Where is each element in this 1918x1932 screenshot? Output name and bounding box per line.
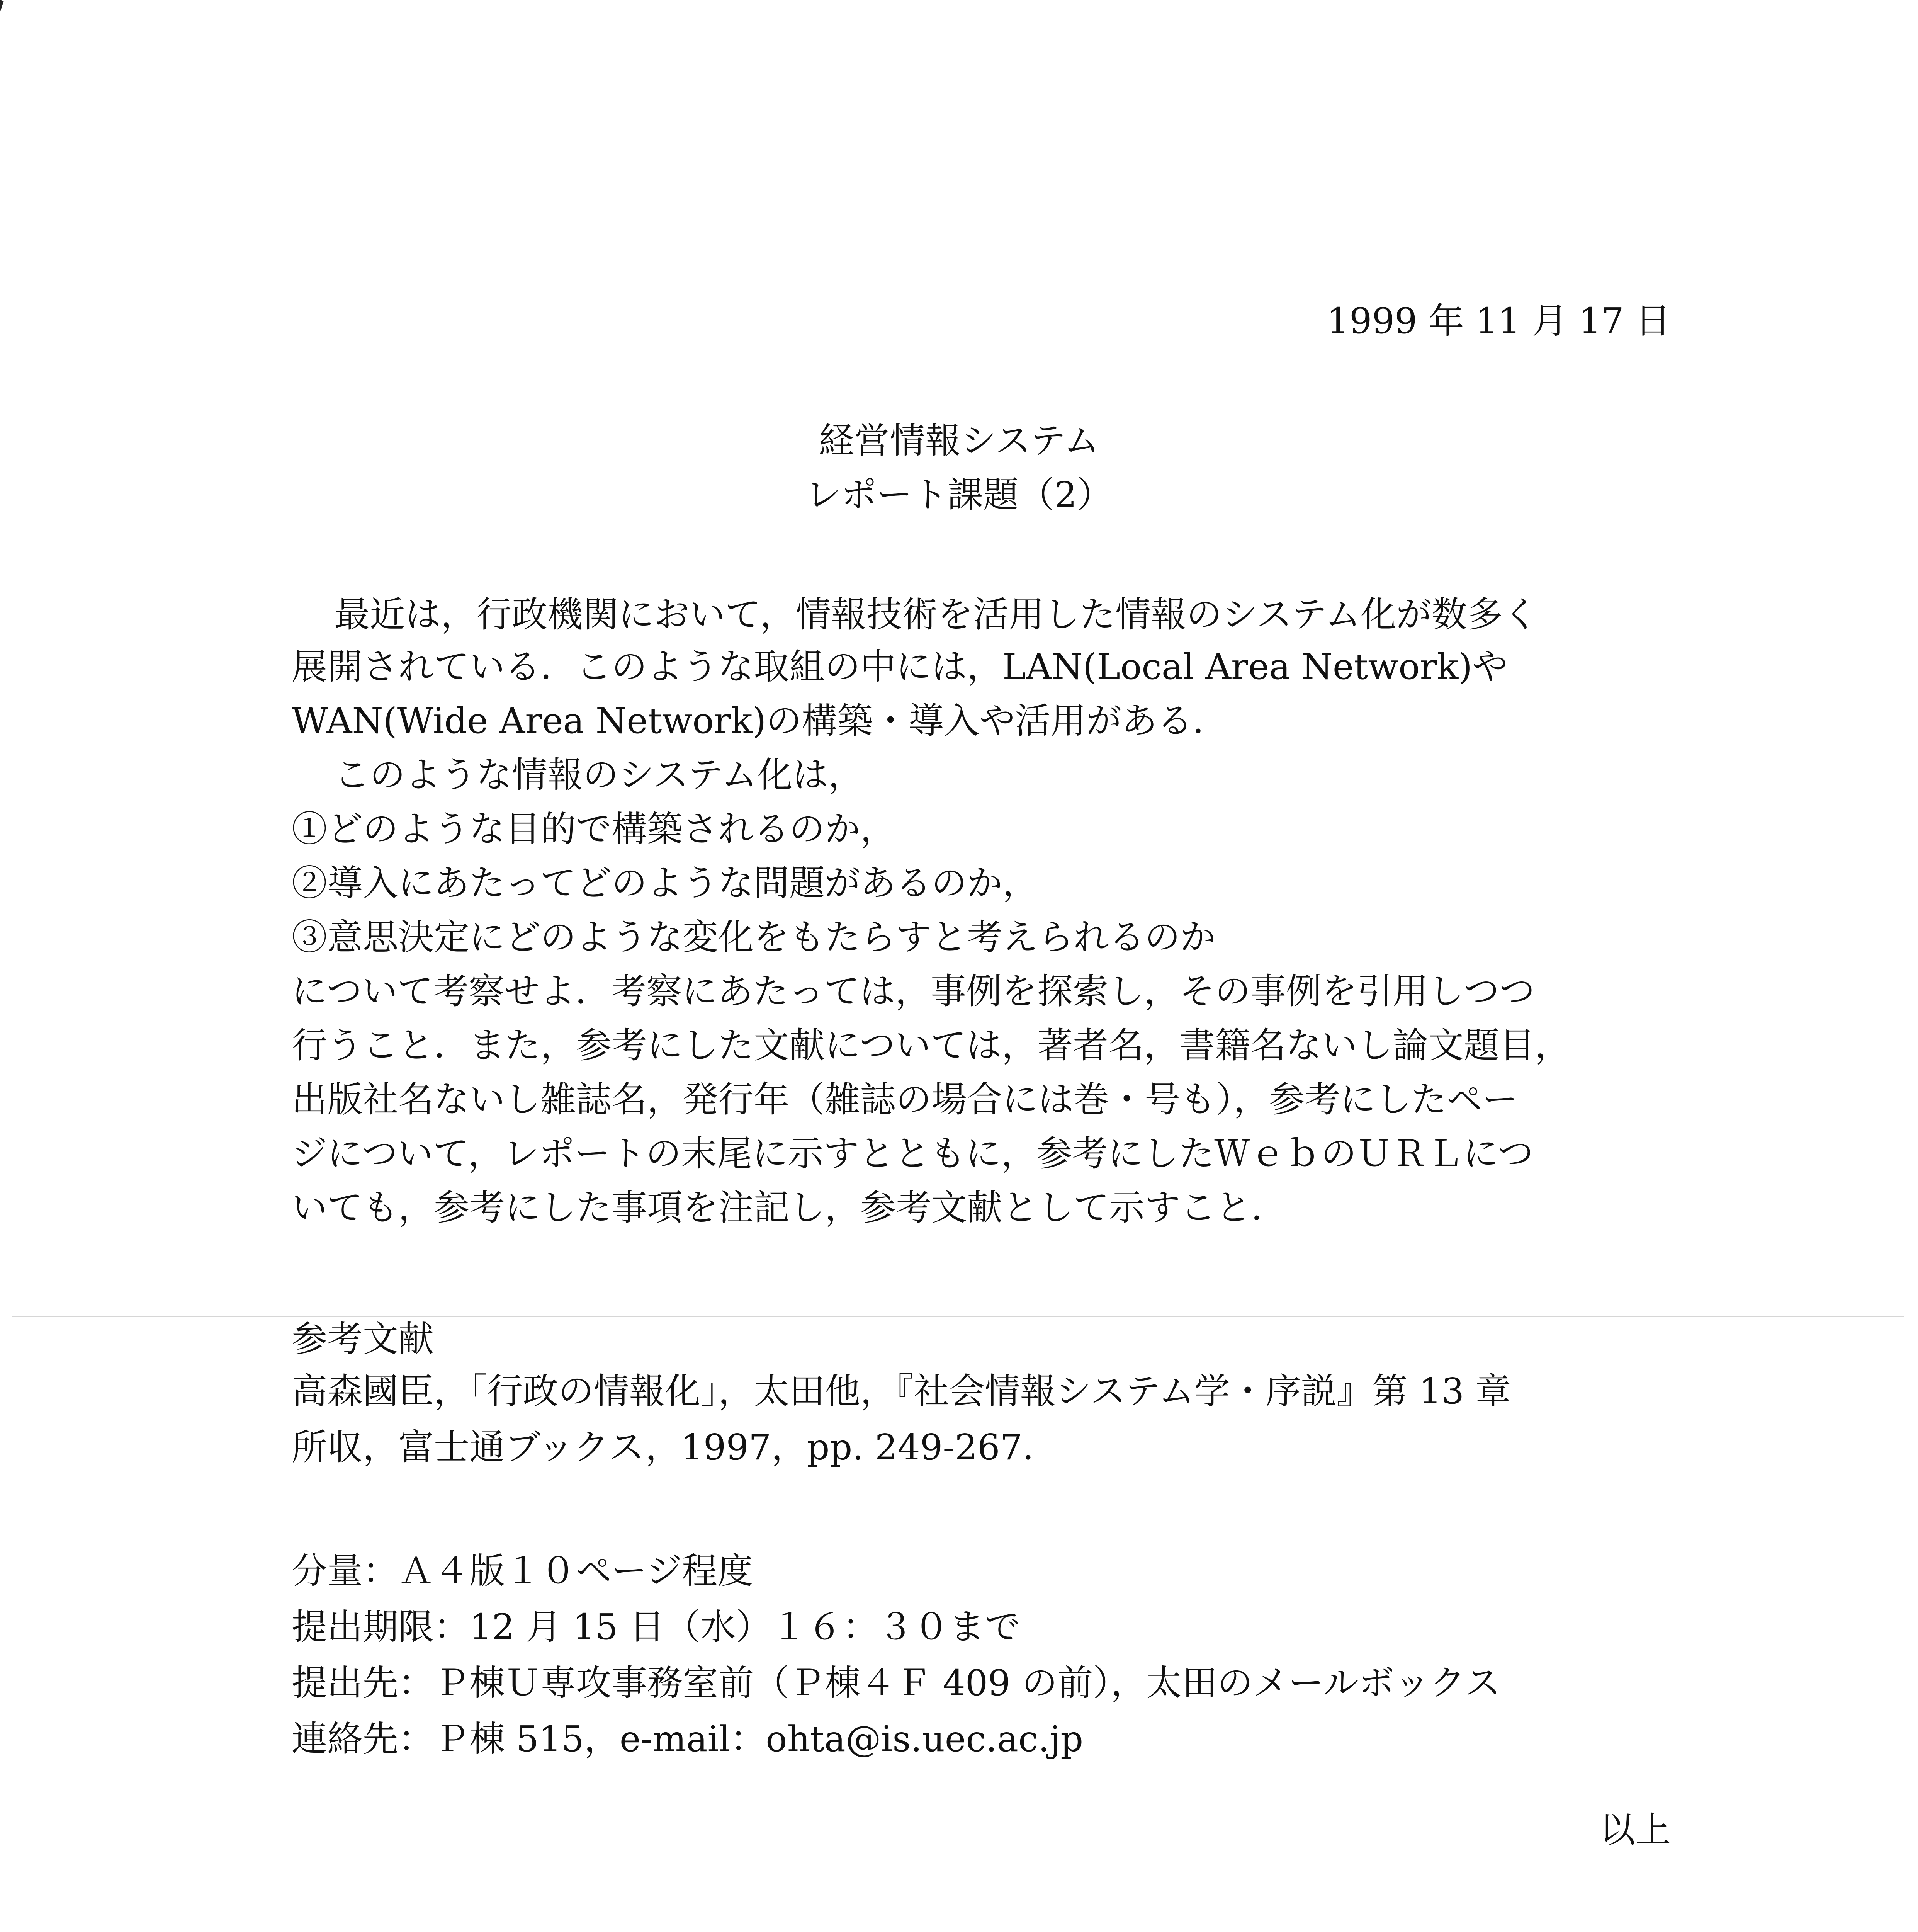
body-line: ジについて，レポートの末尾に示すとともに，参考にしたＷｅｂのＵＲＬにつ bbox=[292, 1133, 1534, 1174]
scan-mark-top-left bbox=[0, 0, 4, 34]
deadline-line: 提出期限：12 月 15 日（水）１６：３０まで bbox=[292, 1606, 1020, 1648]
body-line: いても，参考にした事項を注記し，参考文献として示すこと． bbox=[292, 1187, 1287, 1228]
assignment-title: レポート課題（2） bbox=[805, 474, 1113, 515]
body-line: について考察せよ．考察にあたっては，事例を探索し，その事例を引用しつつ bbox=[292, 971, 1535, 1012]
references-heading: 参考文献 bbox=[292, 1318, 434, 1360]
body-line: WAN(Wide Area Network)の構築・導入や活用がある． bbox=[292, 700, 1228, 742]
body-line: 最近は，行政機関において，情報技術を活用した情報のシステム化が数多く bbox=[334, 594, 1538, 635]
body-line: このような情報のシステム化は， bbox=[334, 754, 864, 796]
volume-line: 分量：Ａ４版１０ページ程度 bbox=[292, 1550, 753, 1592]
course-title: 経営情報システム bbox=[819, 420, 1099, 461]
document-date: 1999 年 11 月 17 日 bbox=[1327, 300, 1671, 342]
reference-line: 所収，富士通ブックス，1997，pp. 249-267． bbox=[292, 1427, 1058, 1468]
question-item: ③意思決定にどのような変化をもたらすと考えられるのか bbox=[292, 917, 1216, 958]
reference-line: 高森國臣，「行政の情報化」，太田他，『社会情報システム学・序説』第 13 章 bbox=[292, 1371, 1511, 1412]
question-item: ②導入にあたってどのような問題があるのか， bbox=[292, 862, 1038, 904]
body-line: 出版社名ないし雑誌名，発行年（雑誌の場合には巻・号も），参考にしたペー bbox=[292, 1079, 1518, 1120]
question-item: ①どのような目的で構築されるのか， bbox=[292, 808, 896, 850]
submit-to-line: 提出先：Ｐ棟Ｕ専攻事務室前（Ｐ棟４Ｆ 409 の前），太田のメールボックス bbox=[292, 1662, 1501, 1704]
body-line: 行うこと．また，参考にした文献については，著者名，書籍名ないし論文題目， bbox=[292, 1025, 1571, 1066]
scan-rule-dashes bbox=[12, 1316, 1904, 1317]
closing-mark: 以上 bbox=[1599, 1809, 1671, 1850]
body-line: 展開されている．このような取組の中には，LAN(Local Area Network)や bbox=[292, 646, 1508, 687]
contact-line: 連絡先：Ｐ棟 515，e-mail：ohta@is.uec.ac.jp bbox=[292, 1718, 1084, 1760]
